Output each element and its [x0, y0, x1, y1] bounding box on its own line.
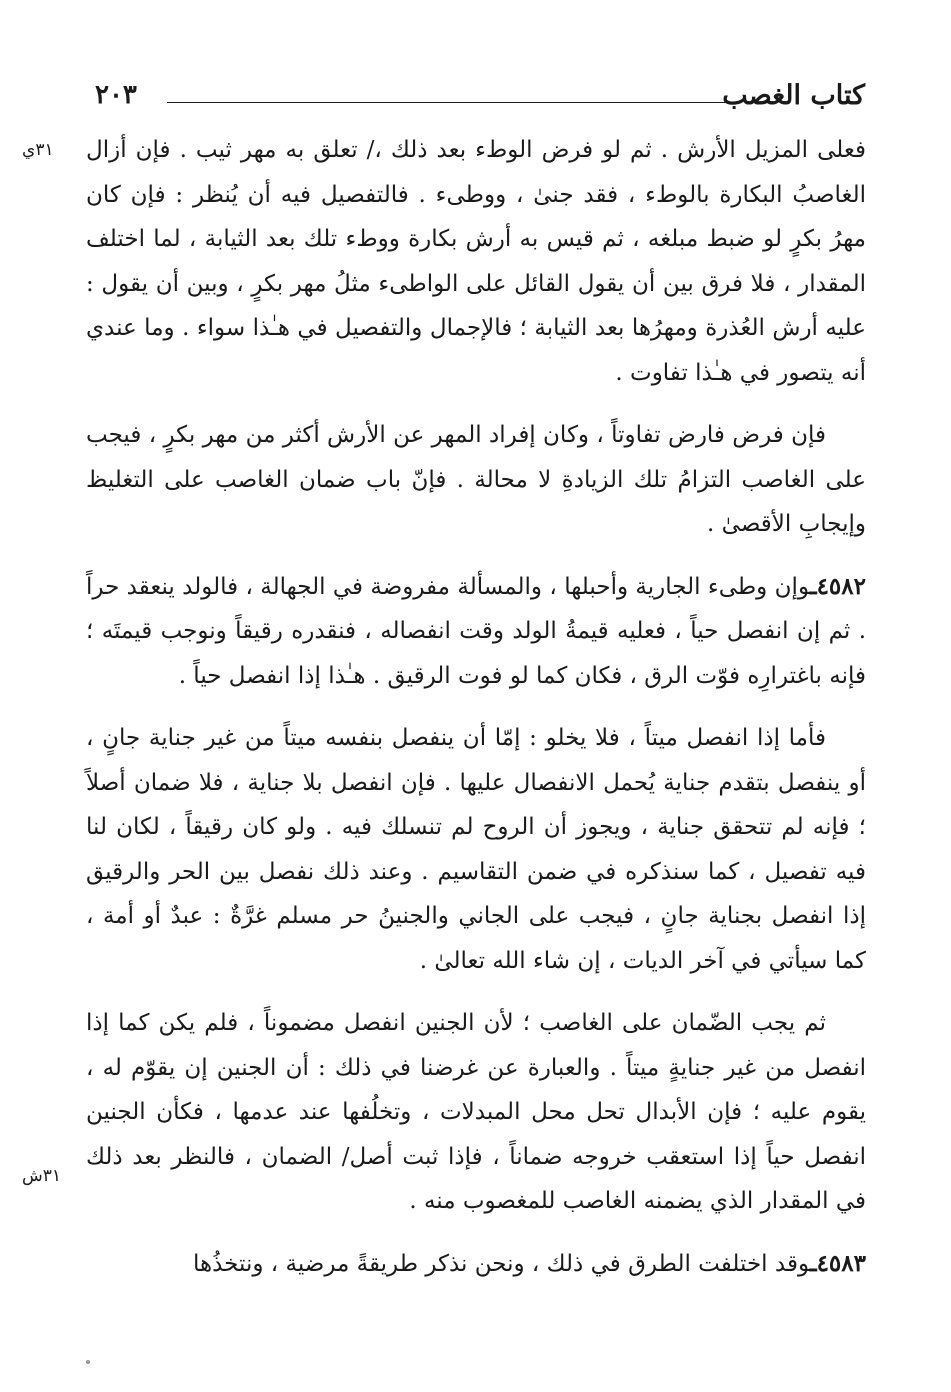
scan-dot: [86, 1360, 90, 1364]
paragraph-text: وإن وطىء الجارية وأحبلها ، والمسألة مفروضة في الجهالة ، فالولد ينعقد حراً . ثم إن انفصل حياً ، فعليه قيمةُ الولد وقت انفصاله ، فنقدره رقيقاً ونوجب قيمتَه ؛ فإنه باغترارِه فوّت الرق ، فكان كما لو فوت الرقيق . هـٰذا إذا انفصل حياً .: [86, 573, 866, 689]
paragraph-text: ثم يجب الضّمان على الغاصب ؛ لأن الجنين انفصل مضموناً ، فلم يكن كما إذا انفصل من غير جنايةٍ ميتاً . والعبارة عن غرضنا في ذلك : أن الجنين إن يقوّم له ، يقوم عليه ؛ فإن الأبدال تحل محل المبدلات ، وتخلُفها عند عدمها ، فكأن الجنين انفصل حياً إذا استعقب خروجه ضماناً ، فإذا ثبت أصل/ الضمان ، فالنظر بعد ذلك في المقدار الذي يضمنه الغاصب للمغصوب منه .: [86, 1010, 866, 1214]
chapter-title: كتاب الغصب: [722, 80, 865, 111]
paragraph-text: فإن فرض فارض تفاوتاً ، وكان إفراد المهر عن الأرش أكثر من مهر بكرٍ ، فيجب على الغاصب التزامُ تلك الزيادةِ لا محالة . فإنّ باب ضمان الغاصب على التغليظ وإيجابِ الأقصىٰ .: [86, 422, 866, 537]
page-body: [86, 128, 866, 1304]
numbered-paragraph: [86, 565, 866, 699]
header-rule: [167, 102, 727, 103]
margin-note: ٣١ش: [22, 1166, 62, 1186]
paragraph: [86, 413, 866, 547]
paragraph: [86, 128, 866, 395]
paragraph-text: وقد اختلفت الطرق في ذلك ، ونحن نذكر طريقةً مرضية ، ونتخذُها: [192, 1250, 810, 1277]
page-number: ٢٠٣: [95, 80, 137, 110]
paragraph: [86, 1001, 866, 1224]
paragraph-number: ٤٥٨٣ـ: [809, 1249, 866, 1277]
page-header: [95, 78, 865, 118]
paragraph-text: فأما إذا انفصل ميتاً ، فلا يخلو : إمّا أن ينفصل بنفسه ميتاً من غير جناية جانٍ ، أو ينفصل بتقدم جناية يُحمل الانفصال عليها . فإن انفصل بلا جناية ، فلا ضمان أصلاً ؛ فإنه لم تتحقق جناية ، ويجوز أن الروح لم تنسلك فيه . ولو كان رقيقاً ، لكان لنا فيه تفصيل ، كما سنذكره في ضمن التقاسيم . وعند ذلك نفصل بين الحر والرقيق إذا انفصل بجناية جانٍ ، فيجب على الجاني والجنينُ حر مسلم غرَّةٌ : عبدٌ أو أمة ، كما سيأتي في آخر الديات ، إن شاء الله تعالىٰ .: [86, 725, 866, 974]
numbered-paragraph: [86, 1242, 866, 1287]
paragraph: [86, 716, 866, 983]
margin-note: ٣١ي: [22, 140, 54, 160]
paragraph-number: ٤٥٨٢ـ: [809, 572, 866, 600]
paragraph-text: فعلى المزيل الأرش . ثم لو فرض الوطء بعد ذلك ،/ تعلق به مهر ثيب . فإن أزال الغاصبُ البكارة بالوطء ، فقد جنىٰ ، ووطىء . فالتفصيل فيه أن يُنظر : فإن كان مهرُ بكرٍ لو ضبط مبلغه ، ثم قيس به أرش بكارة ووطء تلك بعد الثيابة ، لما اختلف المقدار ، فلا فرق بين أن يقول القائل على الواطىء مثلُ مهر بكرٍ ، وبين أن يقول : عليه أرش العُذرة ومهرُها بعد الثيابة ؛ فالإجمال والتفصيل في هـٰذا سواء . وما عندي أنه يتصور في هـٰذا تفاوت .: [86, 137, 866, 386]
